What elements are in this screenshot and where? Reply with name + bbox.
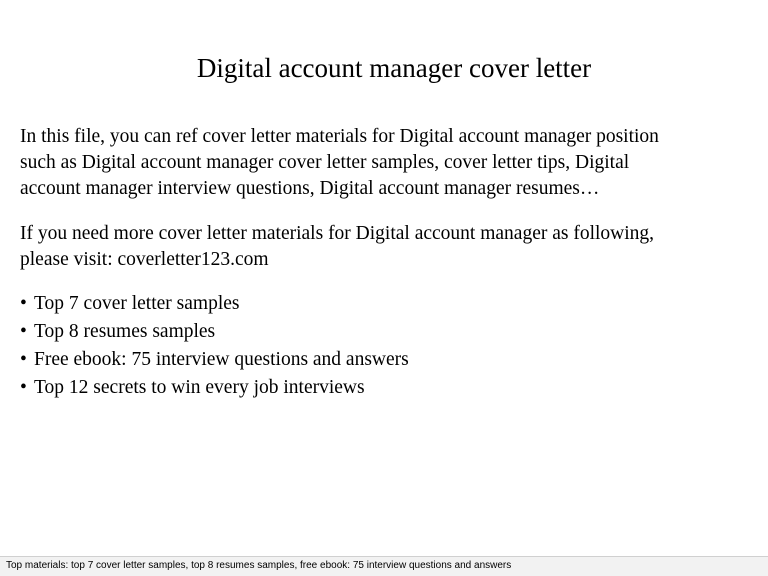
list-item-label: Top 12 secrets to win every job interviews bbox=[34, 377, 365, 398]
list-item bbox=[20, 290, 409, 318]
bullet-icon: • bbox=[20, 321, 27, 342]
bullet-icon: • bbox=[20, 293, 27, 314]
list-item-label: Top 8 resumes samples bbox=[34, 321, 216, 342]
list-item-label: Free ebook: 75 interview questions and answers bbox=[34, 349, 409, 370]
visit-line: If you need more cover letter materials for Digital account manager as following, bbox=[20, 223, 655, 244]
list-item bbox=[20, 374, 409, 402]
visit-paragraph bbox=[20, 221, 760, 273]
intro-paragraph bbox=[20, 124, 760, 202]
intro-line: such as Digital account manager cover letter samples, cover letter tips, Digital bbox=[20, 152, 630, 173]
materials-list bbox=[20, 290, 409, 402]
list-item-label: Top 7 cover letter samples bbox=[34, 293, 240, 314]
list-item bbox=[20, 318, 409, 346]
list-item bbox=[20, 346, 409, 374]
page-title: Digital account manager cover letter bbox=[196, 53, 592, 83]
bullet-icon: • bbox=[20, 349, 27, 370]
footer-text: Top materials: top 7 cover letter samples, top 8 resumes samples, free ebook: 75 interview questions and answers bbox=[6, 560, 512, 571]
intro-line: account manager interview questions, Digital account manager resumes… bbox=[20, 178, 600, 199]
intro-line: In this file, you can ref cover letter materials for Digital account manager position bbox=[20, 126, 659, 147]
bullet-icon: • bbox=[20, 377, 27, 398]
footer-bar bbox=[0, 556, 768, 576]
visit-line: please visit: coverletter123.com bbox=[20, 249, 269, 270]
